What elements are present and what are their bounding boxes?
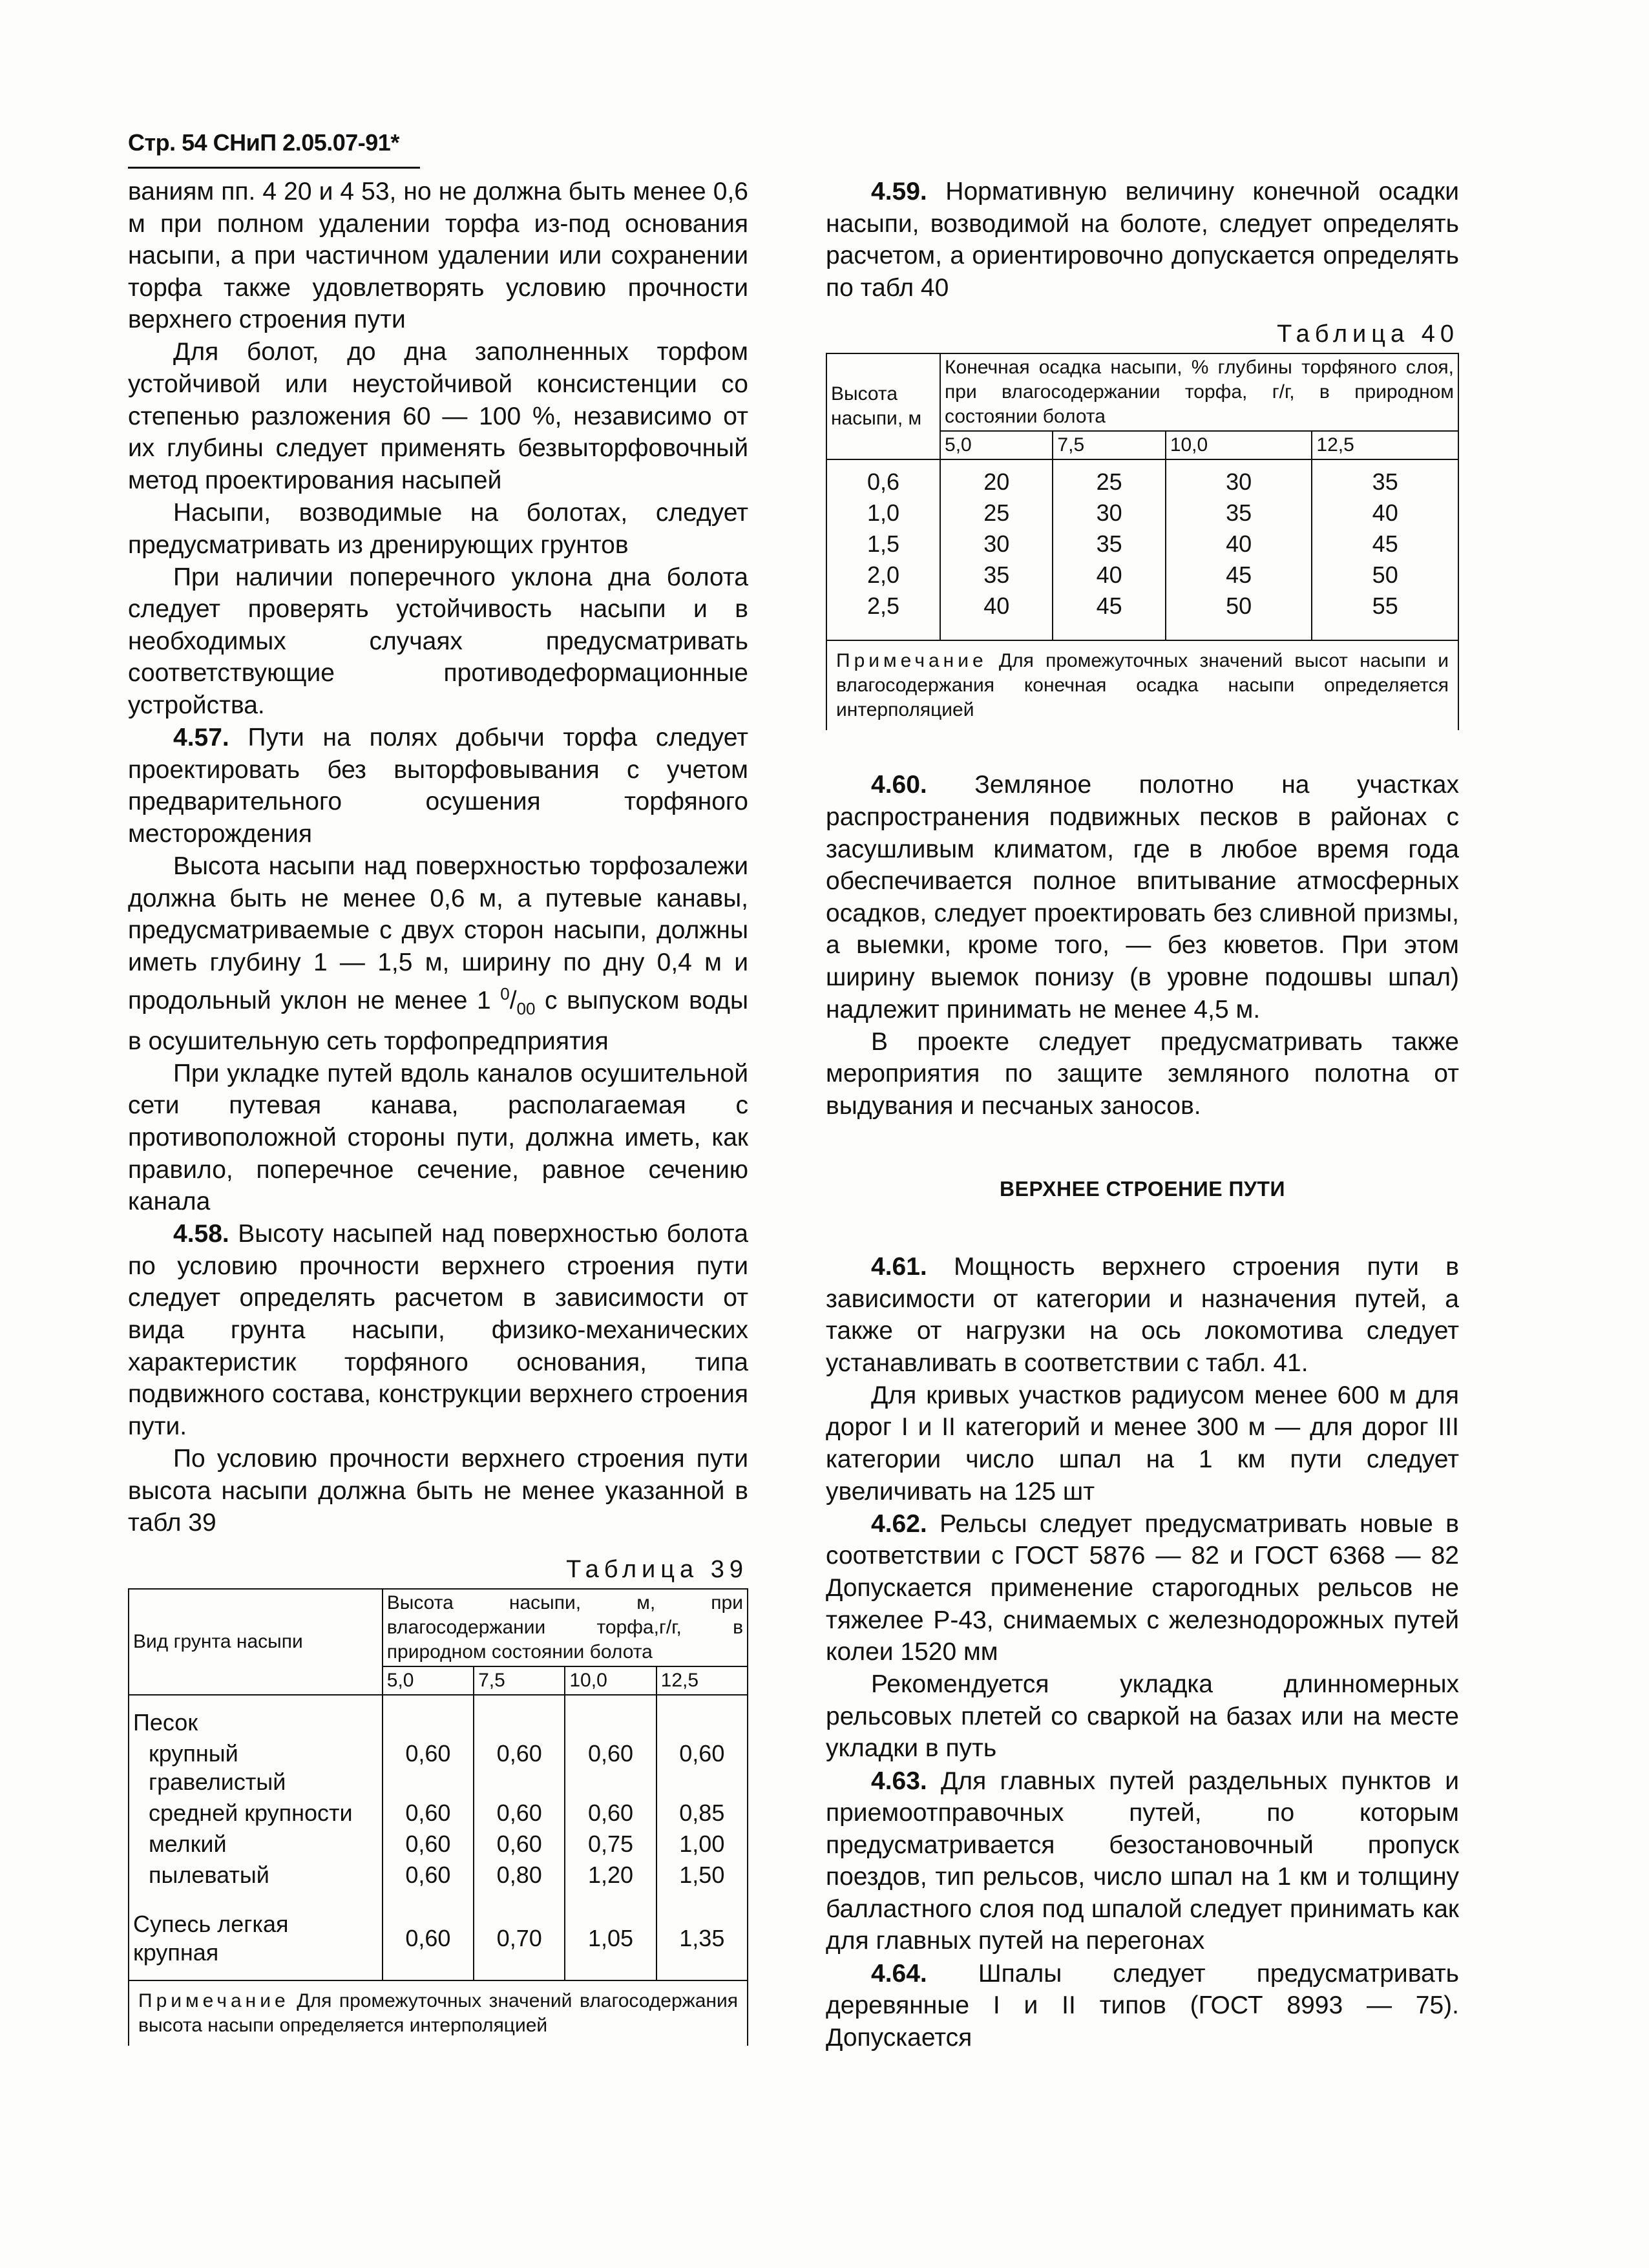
permille-slash: / [509, 987, 517, 1015]
clause-4-61 [826, 1251, 1459, 1379]
table-39-note [129, 1980, 748, 2046]
paragraph: Для кривых участков радиусом менее 600 м для дорог I и II категорий и менее 300 м — для дорог III категории число шпал на 1 км пути следует увеличивать на 125 шт [826, 1381, 1459, 1506]
cell: 30 [1053, 498, 1165, 529]
cell: 45 [1053, 591, 1165, 640]
cell: 0,60 [565, 1738, 656, 1798]
table-row [826, 498, 1458, 529]
row-label: 1,5 [826, 529, 940, 560]
cell: 0,70 [474, 1909, 565, 1980]
clause-number: 4.58. [173, 1220, 229, 1248]
paragraph [128, 850, 748, 1057]
paragraph-text: с выпуском воды в осушительную сеть торфопредприятия [128, 987, 748, 1055]
paragraph: Рекомендуется укладка длинномерных рельсовых плетей со сваркой на базах или на месте укладки в путь [826, 1670, 1459, 1763]
permille-sub: 00 [516, 999, 536, 1019]
paragraph: При наличии поперечного уклона дна болота следует проверять устойчивость насыпи и в необходимых случаях предусматривать соответствующие противодеформационные устройства. [128, 563, 748, 719]
permille-sup: 0 [500, 984, 510, 1004]
table-row [129, 1738, 748, 1798]
cell: 35 [1312, 459, 1458, 498]
cell: 0,80 [474, 1860, 565, 1909]
row-label: 1,0 [826, 498, 940, 529]
table-header-cell: Высота насыпи, м [826, 353, 940, 459]
table-40-note [826, 640, 1458, 730]
table-row [129, 1798, 748, 1829]
cell: 50 [1166, 591, 1312, 640]
cell: 0,60 [383, 1798, 474, 1829]
row-label: средней крупности [129, 1798, 383, 1829]
clause-text: Мощность верхнего строения пути в зависимости от категории и назначения путей, а также от нагрузки на ось локомотива следует устанавливать в соответствии с табл. 41. [826, 1253, 1459, 1377]
cell: 45 [1166, 560, 1312, 591]
table-39 [128, 1588, 748, 2046]
table-subheader: 10,0 [1166, 431, 1312, 459]
clause-number: 4.61. [871, 1253, 927, 1281]
cell: 0,60 [383, 1860, 474, 1909]
cell: 35 [1166, 498, 1312, 529]
clause-number: 4.59. [871, 178, 927, 205]
paragraph: ваниям пп. 4 20 и 4 53, но не должна быть менее 0,6 м при полном удалении торфа из-под основания насыпи, а при частичном удалении или сохранении торфа также удовлетворять условию прочности верхнего строения пути [128, 178, 748, 334]
cell: 0,60 [474, 1738, 565, 1798]
cell: 55 [1312, 591, 1458, 640]
row-label: 2,5 [826, 591, 940, 640]
table-header-group: Высота насыпи, м, при влагосодержании торфа,г/г, в природном состоянии болота [383, 1589, 748, 1666]
clause-text: Земляное полотно на участках распространения подвижных песков в районах с засушливым климатом, где в любое время года обеспечивается полное впитывание атмосферных осадков, следует проектировать без сливной призмы, а выемки, кроме того, — без кюветов. При этом ширину выемок понизу (в уровне подошвы шпал) надлежит принимать не менее 4,5 м. [826, 771, 1459, 1024]
page-header: Стр. 54 СНиП 2.05.07-91* [128, 129, 399, 156]
table-row [129, 1909, 748, 1980]
table-40 [826, 353, 1459, 730]
cell: 1,05 [565, 1909, 656, 1980]
paragraph-text: Высота насыпи над поверхностью торфозалежи должна быть не менее 0,6 м, а путевые канавы, предусматриваемые с двух сторон насыпи, должны иметь глубину 1 — 1,5 м, ширину по дну 0,4 м и продольный уклон не менее 1 [128, 852, 748, 1015]
clause-4-59 [826, 176, 1459, 304]
clause-text: Рельсы следует предусматривать новые в соответствии с ГОСТ 5876 — 82 и ГОСТ 6368 — 82 Допускается применение старогодных рельсов не тяжелее Р-43, снимаемых с железнодорожных путей колеи 1520 мм [826, 1509, 1459, 1666]
clause-4-63 [826, 1765, 1459, 1958]
table-row [826, 529, 1458, 560]
clause-number: 4.57. [173, 724, 229, 752]
cell: 35 [940, 560, 1053, 591]
clause-text: Для главных путей раздельных пунктов и приемоотправочных путей, по которым предусматривается безостановочный пропуск поездов, тип рельсов, число шпал на 1 км и толщину балластного слоя под шпалой следует принимать как для главных путей на перегонах [826, 1767, 1459, 1955]
paragraph: Насыпи, возводимые на болотах, следует предусматривать из дренирующих грунтов [128, 498, 748, 559]
cell: 25 [1053, 459, 1165, 498]
table-subheader: 7,5 [474, 1666, 565, 1695]
cell: 0,60 [656, 1738, 748, 1798]
cell: 0,60 [383, 1738, 474, 1798]
table-subheader: 12,5 [1312, 431, 1458, 459]
table-39-title: Таблица 39 [566, 1555, 748, 1583]
table-subheader: 10,0 [565, 1666, 656, 1695]
cell: 0,60 [474, 1829, 565, 1860]
clause-4-60 [826, 769, 1459, 1025]
cell: 40 [940, 591, 1053, 640]
table-row [129, 1695, 748, 1738]
clause-4-64 [826, 1958, 1459, 2054]
note-text: Для промежуточных значений влагосодержания высота насыпи определяется интерполяцией [138, 1990, 738, 2036]
table-subheader: 7,5 [1053, 431, 1165, 459]
clause-number: 4.63. [871, 1767, 927, 1795]
cell: 35 [1053, 529, 1165, 560]
table-subheader: 5,0 [383, 1666, 474, 1695]
table-row [129, 1829, 748, 1860]
cell: 20 [940, 459, 1053, 498]
header-rule [128, 167, 420, 169]
cell: 0,60 [474, 1798, 565, 1829]
table-40-title: Таблица 40 [1277, 320, 1459, 348]
table-row [129, 1860, 748, 1909]
cell: 40 [1312, 498, 1458, 529]
table-header-cell: Вид грунта насыпи [129, 1589, 383, 1695]
note-label: Примечание [836, 650, 987, 672]
cell [474, 1695, 565, 1738]
cell: 0,60 [565, 1798, 656, 1829]
cell: 1,50 [656, 1860, 748, 1909]
note-text: Для промежуточных значений высот насыпи и влагосодержания конечная осадка насыпи определяется интерполяцией [836, 650, 1449, 721]
clause-4-58 [128, 1218, 748, 1442]
clause-4-57 [128, 722, 748, 850]
cell: 1,35 [656, 1909, 748, 1980]
table-header-group: Конечная осадка насыпи, % глубины торфяного слоя, при влагосодержании торфа, г/г, в природном состоянии болота [940, 353, 1458, 431]
cell: 30 [1166, 459, 1312, 498]
cell: 1,00 [656, 1829, 748, 1860]
cell: 0,60 [383, 1829, 474, 1860]
cell: 1,20 [565, 1860, 656, 1909]
cell: 40 [1053, 560, 1165, 591]
cell [565, 1695, 656, 1738]
cell: 25 [940, 498, 1053, 529]
paragraph: При укладке путей вдоль каналов осушительной сети путевая канава, располагаемая с противоположной стороны пути, должна иметь, как правило, поперечное сечение, равное сечению канала [128, 1059, 748, 1216]
cell: 0,60 [383, 1909, 474, 1980]
paragraph: В проекте следует предусматривать также мероприятия по защите земляного полотна от выдувания и песчаных заносов. [826, 1027, 1459, 1120]
paragraph: По условию прочности верхнего строения пути высота насыпи должна быть не менее указанной в табл 39 [128, 1444, 748, 1537]
clause-4-62 [826, 1508, 1459, 1668]
cell: 0,75 [565, 1829, 656, 1860]
cell: 0,85 [656, 1798, 748, 1829]
table-row [826, 591, 1458, 640]
row-label: крупный гравелистый [129, 1738, 383, 1798]
spacer [826, 730, 1459, 769]
cell: 30 [940, 529, 1053, 560]
cell: 50 [1312, 560, 1458, 591]
clause-number: 4.62. [871, 1509, 927, 1538]
cell: 45 [1312, 529, 1458, 560]
row-label: пылеватый [129, 1860, 383, 1909]
clause-text: Высоту насыпей над поверхностью болота по условию прочности верхнего строения пути следует определять расчетом в зависимости от вида грунта насыпи, физико-механических характеристик торфяного основания, типа подвижного состава, конструкции верхнего строения пути. [128, 1220, 748, 1440]
cell [656, 1695, 748, 1738]
row-label: мелкий [129, 1829, 383, 1860]
table-row [826, 459, 1458, 498]
row-label: Супесь легкая крупная [129, 1909, 383, 1980]
note-label: Примечание [138, 1990, 289, 2011]
clause-number: 4.60. [871, 771, 927, 799]
paragraph: Для болот, до дна заполненных торфом устойчивой или неустойчивой консистенции со степенью разложения 60 — 100 %, независимо от их глубины следует применять безвыторфовочный метод проектирования насыпей [128, 338, 748, 494]
cell [383, 1695, 474, 1738]
left-column [128, 176, 748, 2046]
section-heading: ВЕРХНЕЕ СТРОЕНИЕ ПУТИ [1000, 1177, 1285, 1201]
row-label: 2,0 [826, 560, 940, 591]
clause-text: Пути на полях добычи торфа следует проектировать без выторфовывания с учетом предварительного осушения торфяного месторождения [128, 724, 748, 848]
table-subheader: 5,0 [940, 431, 1053, 459]
row-label: Песок [129, 1695, 383, 1738]
clause-number: 4.64. [871, 1959, 927, 1988]
table-row [826, 560, 1458, 591]
clause-text: Нормативную величину конечной осадки насыпи, возводимой на болоте, следует определять расчетом, а ориентировочно допускается определять по табл 40 [826, 178, 1459, 302]
cell: 40 [1166, 529, 1312, 560]
row-label: 0,6 [826, 459, 940, 498]
right-column [826, 176, 1459, 2054]
clause-text: Шпалы следует предусматривать деревянные I и II типов (ГОСТ 8993 — 75). Допускается [826, 1959, 1459, 2052]
table-subheader: 12,5 [656, 1666, 748, 1695]
